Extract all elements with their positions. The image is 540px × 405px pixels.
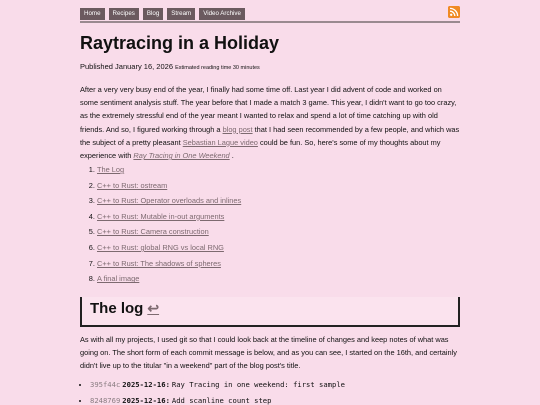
header-divider xyxy=(80,21,460,23)
commit-date: 2025-12-16: xyxy=(122,396,170,405)
intro-text: that I had seen recommended by a few people, and which was the subject of a pretty pleasant xyxy=(80,124,460,147)
toc-link-operator-overloads[interactable]: C++ to Rust: Operator overloads and inlines xyxy=(97,196,242,206)
toc-link-rng[interactable]: C++ to Rust: global RNG vs local RNG xyxy=(97,242,224,252)
toc-item xyxy=(97,226,241,242)
nav-blog[interactable]: Blog xyxy=(143,8,163,20)
back-to-top-link[interactable]: ↩ xyxy=(147,300,160,316)
log-paragraph: As with all my projects, I used git so that I could look back at the timeline of changes and keep notes of what was going on. The short form of each commit message is below, and as you can see, I started on the 16th, and certainly didn't live up to the titular "in a weekend" part of the blog post's title. xyxy=(80,335,457,370)
intro-text: After a very very busy end of the year, I finally had some time off. Last year I did advent of code and worked on some sentiment analysis stuff. The year before that I made a match 3 game. This year, I didn't want to go too crazy, as the extremely stressful end of the year meant I wanted to relax and spend a lot of time catching up with old friends. And so, I figured working through a xyxy=(80,85,457,134)
rss-icon[interactable] xyxy=(448,6,460,18)
nav-home[interactable]: Home xyxy=(80,8,105,20)
toc-item xyxy=(97,180,241,196)
published-date: Published January 16, 2026 xyxy=(80,62,173,71)
intro-paragraph xyxy=(80,83,460,162)
table-of-contents xyxy=(97,164,241,289)
nav-video-archive[interactable]: Video Archive xyxy=(199,8,245,20)
commit-item xyxy=(90,379,345,395)
toc-item xyxy=(97,164,241,180)
nav-recipes[interactable]: Recipes xyxy=(109,8,139,20)
intro-text: could be fun. So, here's some of my thoughts about my experience with xyxy=(80,137,441,161)
toc-link-final-image[interactable]: A final image xyxy=(97,274,140,284)
reading-time: Estimated reading time 30 minutes xyxy=(175,65,260,71)
nav-stream[interactable]: Stream xyxy=(167,8,195,20)
toc-item xyxy=(97,195,241,211)
toc-item xyxy=(97,211,241,227)
commit-list xyxy=(90,379,345,405)
sebastian-lague-video-link[interactable]: Sebastian Lague video xyxy=(182,137,258,147)
intro-text: . xyxy=(229,151,234,161)
commit-date: 2025-12-16: xyxy=(122,380,170,389)
page-title: Raytracing in a Holiday xyxy=(80,33,280,53)
commit-message: Ray Tracing in one weekend: first sample xyxy=(171,380,345,389)
toc-item xyxy=(97,273,241,289)
toc-link-shadows[interactable]: C++ to Rust: The shadows of spheres xyxy=(97,258,221,268)
blog-post-link[interactable]: blog post xyxy=(222,124,253,134)
commit-hash: 8248769 xyxy=(90,396,121,405)
top-nav xyxy=(80,6,460,22)
toc-link-mutable-args[interactable]: C++ to Rust: Mutable in-out arguments xyxy=(97,211,225,221)
commit-message: Add scanline count step xyxy=(171,396,272,405)
toc-link-the-log[interactable]: The Log xyxy=(97,165,125,174)
toc-link-camera[interactable]: C++ to Rust: Camera construction xyxy=(97,227,209,237)
commit-hash: 395f44c xyxy=(90,380,121,389)
publish-info xyxy=(80,62,260,71)
ray-tracing-book-link[interactable]: Ray Tracing in One Weekend xyxy=(133,151,230,161)
toc-link-ostream[interactable]: C++ to Rust: ostream xyxy=(97,180,168,190)
commit-item xyxy=(90,395,345,405)
toc-item xyxy=(97,242,241,258)
section-header-box xyxy=(80,297,460,327)
section-heading xyxy=(90,300,159,317)
section-title: The log xyxy=(90,300,144,317)
toc-item xyxy=(97,258,241,274)
